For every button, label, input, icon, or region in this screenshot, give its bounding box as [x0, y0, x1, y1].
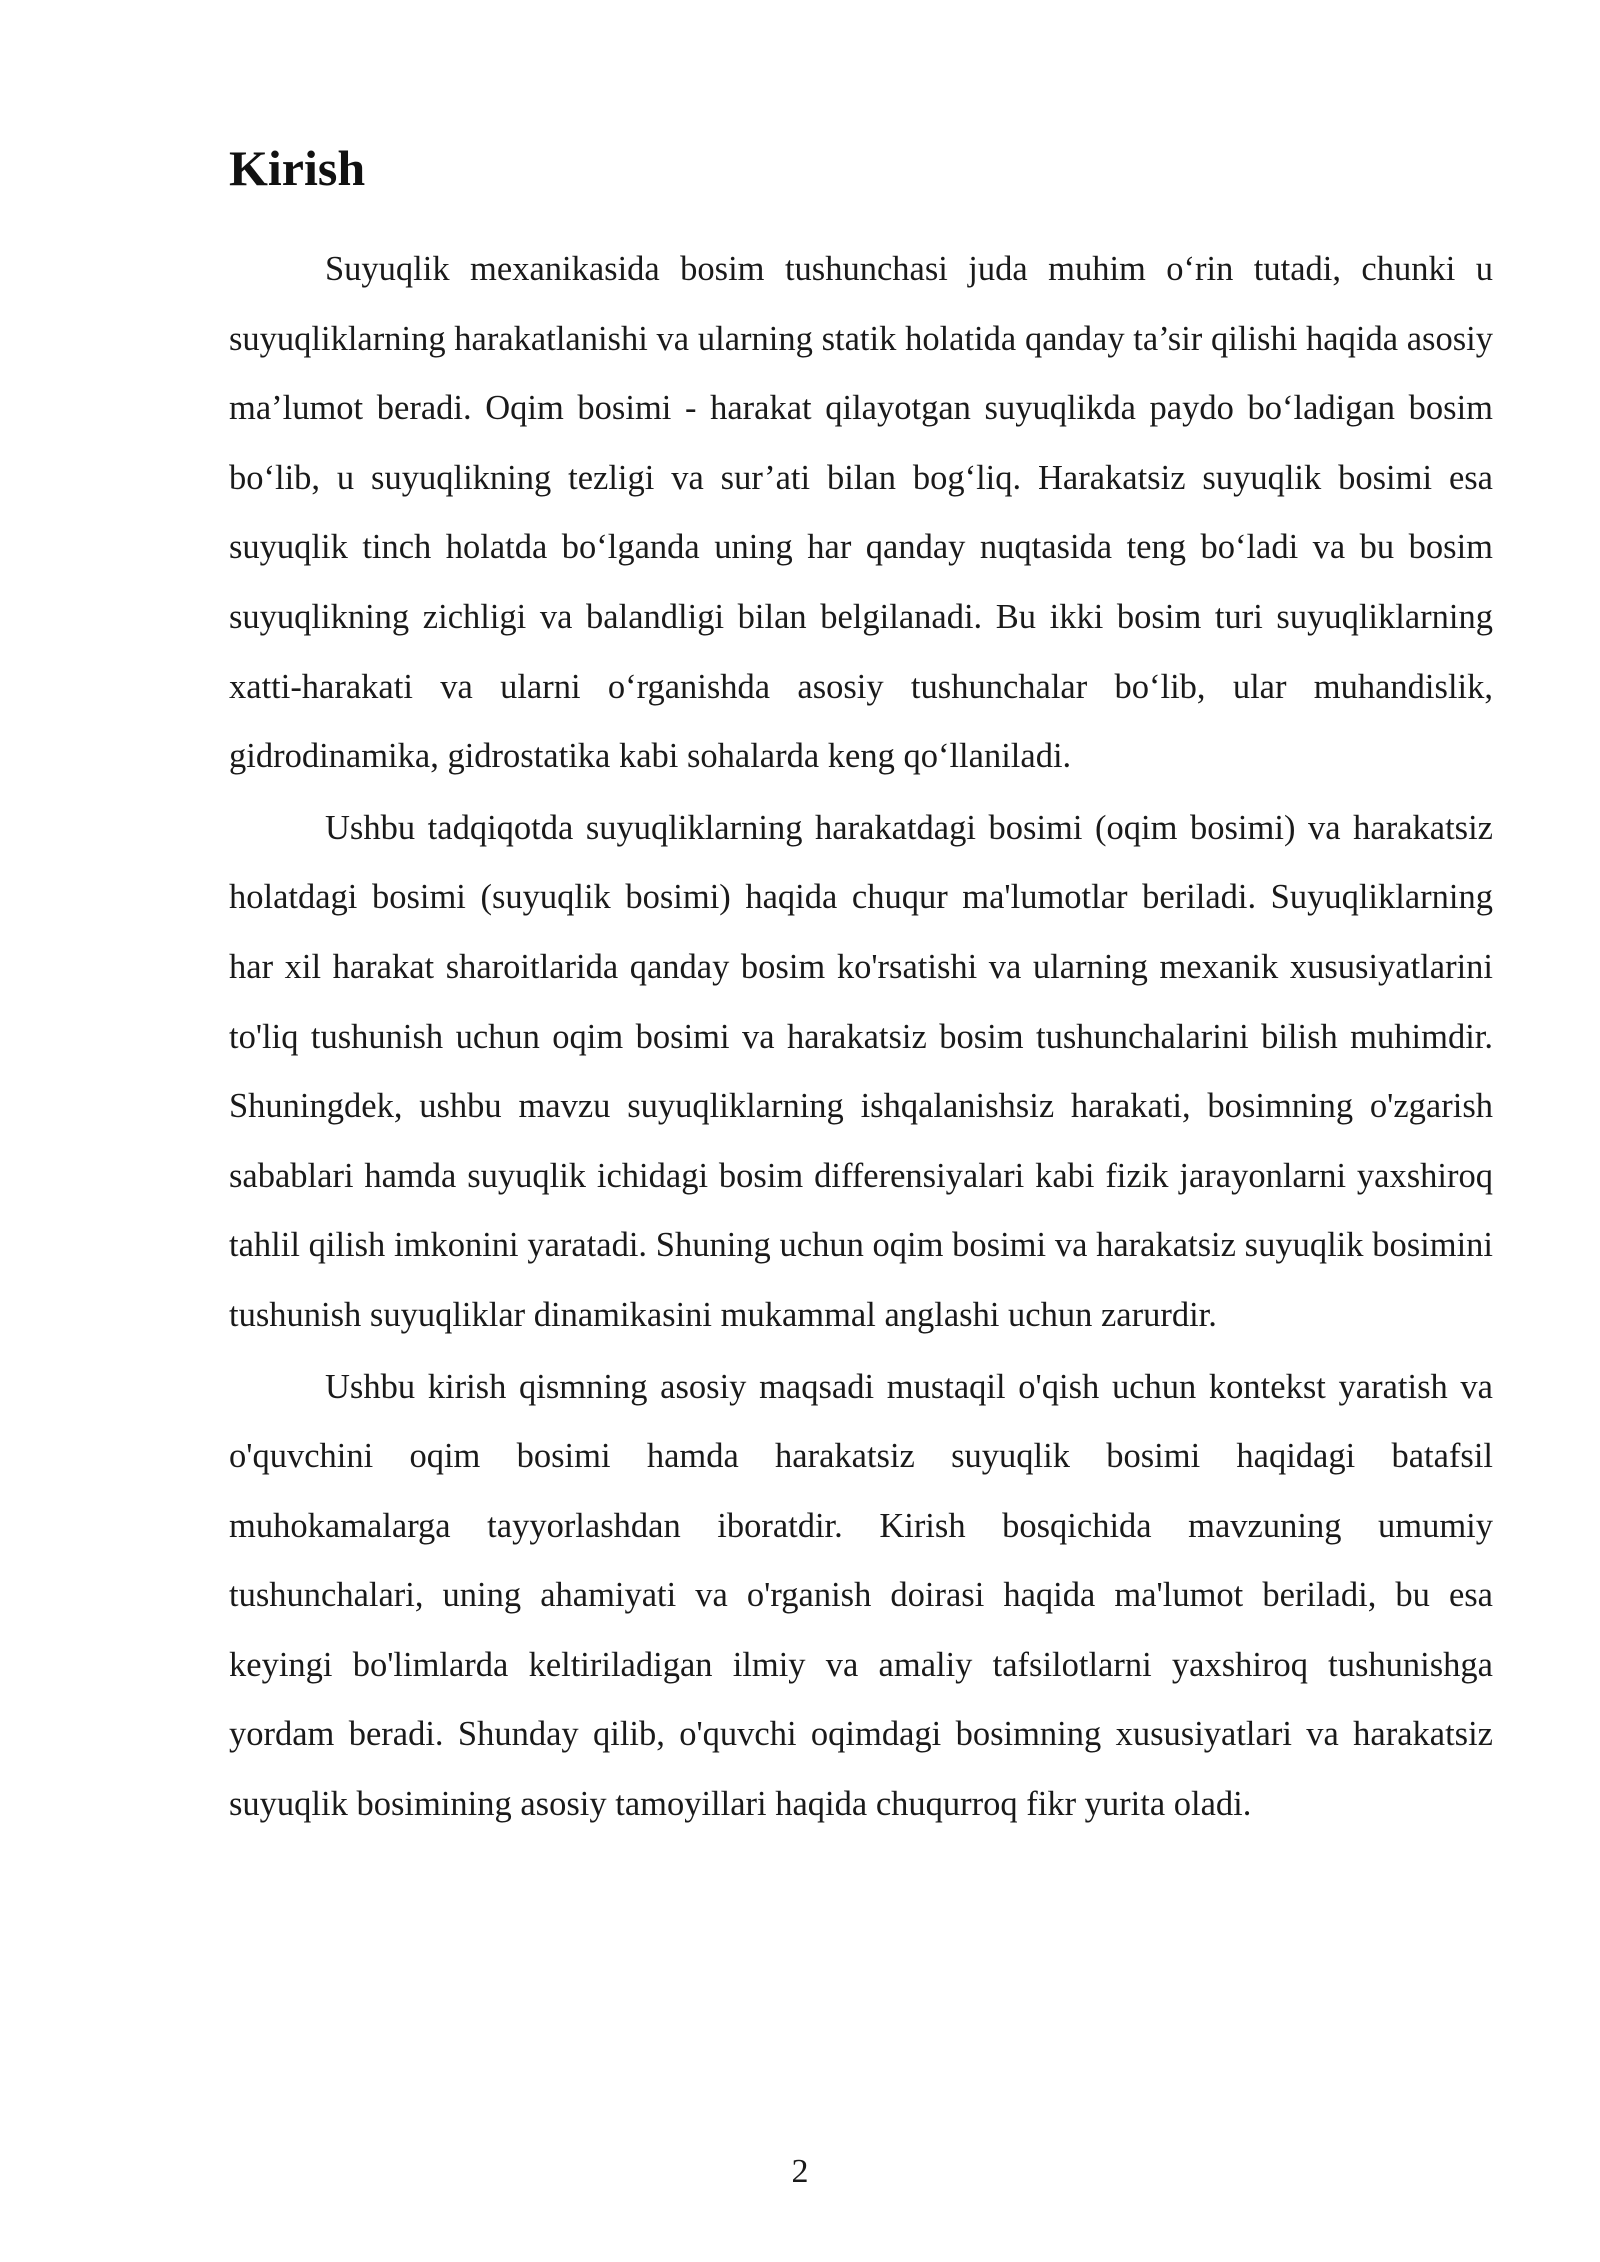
section-heading: Kirish [229, 140, 366, 196]
page-number: 2 [791, 2153, 809, 2190]
paragraph-1: Suyuqlik mexanikasida bosim tushunchasi juda muhim o‘rin tutadi, chunki u suyuqliklarning harakatlanishi va ularning statik holatida qanday ta’sir qilishi haqida asosiy ma’lumot beradi. Oqim bosimi - harakat qilayotgan suyuqlikda paydo bo‘ladigan bosim bo‘lib, u suyuqlikning tezligi va sur’ati bilan bog‘liq. Harakatsiz suyuqlik bosimi esa suyuqlik tinch holatda bo‘lganda uning har qanday nuqtasida teng bo‘ladi va bu bosim suyuqlikning zichligi va balandligi bilan belgilanadi. Bu ikki bosim turi suyuqliklarning xatti-harakati va ularni o‘rganishda asosiy tushunchalar bo‘lib, ular muhandislik, gidrodinamika, gidrostatika kabi sohalarda keng qo‘llaniladi. [229, 250, 1493, 776]
body-text [229, 235, 1493, 1840]
paragraph-2: Ushbu tadqiqotda suyuqliklarning harakatdagi bosimi (oqim bosimi) va harakatsiz holatdagi bosimi (suyuqlik bosimi) haqida chuqur ma'lumotlar beriladi. Suyuqliklarning har xil harakat sharoitlarida qanday bosim ko'rsatishi va ularning mexanik xususiyatlarini to'liq tushunish uchun oqim bosimi va harakatsiz bosim tushunchalarini bilish muhimdir. Shuningdek, ushbu mavzu suyuqliklarning ishqalanishsiz harakati, bosimning o'zgarish sabablari hamda suyuqlik ichidagi bosim differensiyalari kabi fizik jarayonlarni yaxshiroq tahlil qilish imkonini yaratadi. Shuning uchun oqim bosimi va harakatsiz suyuqlik bosimini tushunish suyuqliklar dinamikasini mukammal anglashi uchun zarurdir. [229, 808, 1493, 1334]
paragraph-3: Ushbu kirish qismning asosiy maqsadi mustaqil o'qish uchun kontekst yaratish va o'quvchini oqim bosimi hamda harakatsiz suyuqlik bosimi haqidagi batafsil muhokamalarga tayyorlashdan iboratdir. Kirish bosqichida mavzuning umumiy tushunchalari, uning ahamiyati va o'rganish doirasi haqida ma'lumot beriladi, bu esa keyingi bo'limlarda keltiriladigan ilmiy va amaliy tafsilotlarni yaxshiroq tushunishga yordam beradi. Shunday qilib, o'quvchi oqimdagi bosimning xususiyatlari va harakatsiz suyuqlik bosimining asosiy tamoyillari haqida chuqurroq fikr yurita oladi. [229, 1367, 1493, 1824]
